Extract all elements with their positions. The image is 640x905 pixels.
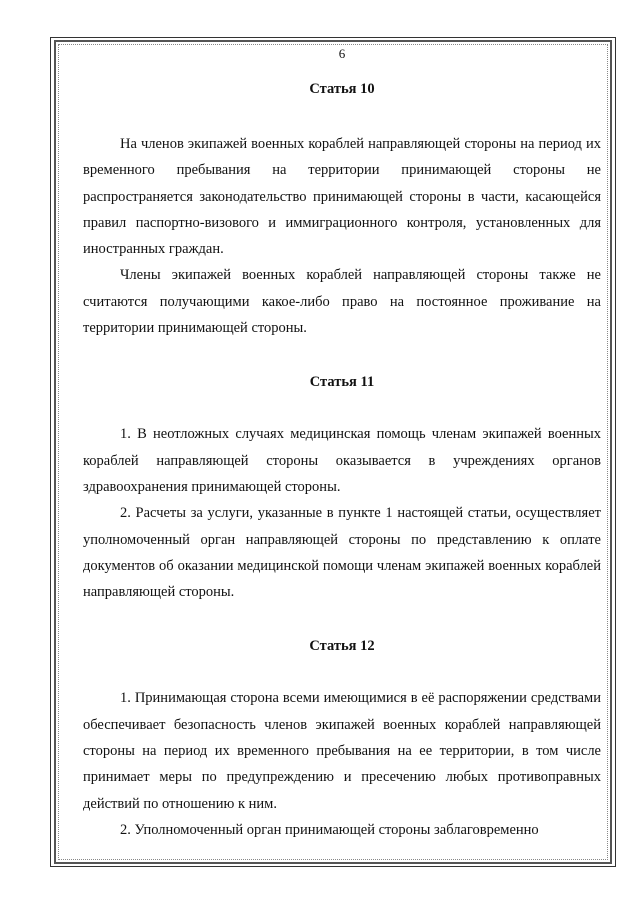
article-11-title: Статья 11 — [309, 374, 375, 391]
article-11-paragraph-2: 2. Расчеты за услуги, указанные в пункте 1 настоящей статьи, осуществляет уполномоченный орган направляющей стороны по представлению к оплате документов об оказании медицинской помощи членам экипажей военных кораблей направляющей стороны. — [83, 505, 601, 601]
article-10-title: Статья 10 — [309, 81, 375, 97]
page-number: 6 — [338, 46, 346, 61]
article-11-paragraph-1: 1. В неотложных случаях медицинская помощь членам экипажей военных кораблей направляющей стороны оказывается в учреждениях органов здравоохранения принимающей стороны. — [83, 426, 601, 495]
article-10-paragraph-2: Члены экипажей военных кораблей направляющей стороны также не считаются получающими какое-либо право на постоянное проживание на территории принимающей стороны. — [83, 267, 601, 337]
article-12-paragraph-2: 2. Уполномоченный орган принимающей стороны заблаговременно — [120, 821, 539, 838]
document-body — [83, 46, 601, 843]
article-12-title: Статья 12 — [309, 638, 375, 655]
article-10-paragraph-1: На членов экипажей военных кораблей направляющей стороны на период их временного пребывания на территории принимающей стороны не распространяется законодательство принимающей стороны в части, касающейся правил паспортно-визового и иммиграционного контроля, установленных для иностранных граждан. — [83, 136, 601, 258]
article-12-paragraph-1: 1. Принимающая сторона всеми имеющимися в её распоряжении средствами обеспечивает безопасность членов экипажей военных кораблей направляющей стороны на период их временного пребывания на ее территории, в том числе принимает меры по предупреждению и пресечению любых противоправных действий по отношению к ним. — [83, 690, 601, 812]
